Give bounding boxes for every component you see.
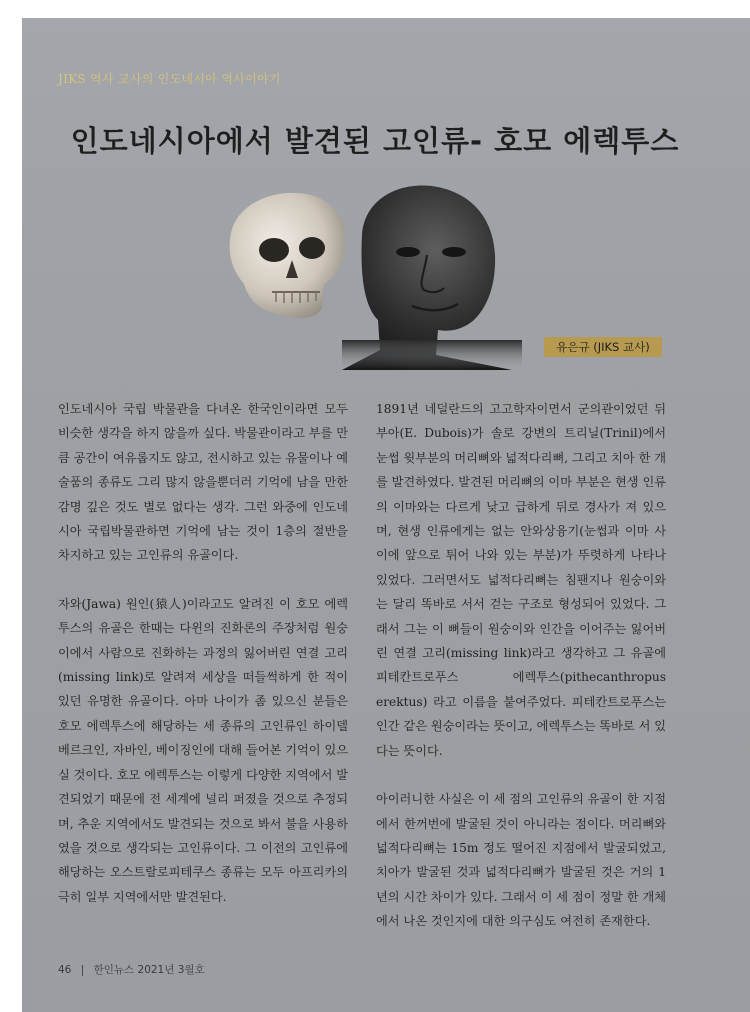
footer-separator: |	[80, 964, 85, 976]
page-footer	[58, 962, 211, 977]
skull-icon	[230, 193, 346, 318]
page-number: 46	[58, 964, 72, 976]
left-column	[58, 397, 348, 933]
right-column	[376, 397, 666, 958]
series-title: JIKS 역사 교사의 인도네시아 역사이야기	[58, 72, 281, 86]
homo-erectus-bust	[342, 185, 522, 370]
publication-name: 한인뉴스 2021년 3월호	[93, 964, 205, 976]
author-badge: 유은규 (JIKS 교사)	[544, 337, 662, 357]
paragraph: 인도네시아 국립 박물관을 다녀온 한국인이라면 모두 비슷한 생각을 하지 않을까 싶다. 박물관이라고 부를 만큼 공간이 여유롭지도 않고, 전시하고 있는 유물이나 예술품의 종류도 그리 많지 않을뿐더러 기억에 남을 만한 감명 깊은 것도 별로 없다는 생각. 그런 와중에 인도네시아 국립박물관하면 기억에 남는 것이 1층의 절반을 차지하고 있는 고인류의 유골이다.	[58, 402, 349, 563]
paragraph: 자와(Jawa) 원인(猿人)이라고도 알려진 이 호모 에렉투스의 유골은 한때는 다윈의 진화론의 주장처럼 원숭이에서 사람으로 진화하는 과정의 잃어버린 연결 고리(missing link)로 알려져 세상을 떠들썩하게 한 적이 있던 유명한 유골이다. 아마 나이가 좀 있으신 분들은 호모 에렉투스에 해당하는 세 종류의 고인류인 하이델베르크인, 자바인, 베이징인에 대해 들어본 기억이 있으실 것이다. 호모 에렉투스는 이렇게 다양한 지역에서 발견되었기 때문에 전 세계에 널리 퍼졌을 것으로 추정되며, 추운 지역에서도 발견되는 것으로 봐서 불을 사용하였을 것으로 생각되는 고인류이다. 그 이전의 고인류에 해당하는 오스트랄로피테쿠스 종류는 모두 아프리카의 극히 일부 지역에서만 발견된다.	[58, 596, 349, 904]
paragraph: 1891년 네덜란드의 고고학자이면서 군의관이었던 뒤부아(E. Dubois)가 솔로 강변의 트리닐(Trinil)에서 눈썹 윗부분의 머리뼈와 넓적다리뼈, 그리고 치아 한 개를 발견하였다. 발견된 머리뼈의 이마 부분은 현생 인류의 이마와는 다르게 낮고 급하게 뒤로 경사가 져 있으며, 현생 인류에게는 없는 안와상융기(눈썹과 이마 사이에 앞으로 튀어 나와 있는 부분)가 뚜렷하게 나타나 있었다. 그러면서도 넓적다리뼈는 침팬지나 원숭이와는 달리 똑바로 서서 걷는 구조로 형성되어 있었다. 그래서 그는 이 뼈들이 원숭이와 인간을 이어주는 잃어버린 연결 고리(missing link)라고 생각하고 그 유골에 피테칸트로푸스 에렉투스(pithecanthropus erektus) 라고 이름을 붙여주었다. 피테칸트로푸스는 인간 같은 원숭이라는 뜻이고, 에렉투스는 똑바로 서 있다는 뜻이다.	[376, 402, 667, 758]
article-title: 인도네시아에서 발견된 고인류- 호모 에렉투스	[70, 124, 680, 158]
paragraph: 아이러니한 사실은 이 세 점의 고인류의 유골이 한 지점에서 한꺼번에 발굴된 것이 아니라는 점이다. 머리뼈와 넓적다리뼈는 15m 정도 떨어진 지점에서 발굴되었고, 치아가 발굴된 것과 넓적다리뼈가 발굴된 것은 거의 1년의 시간 차이가 있다. 그래서 이 세 점이 정말 한 개체에서 나온 것인지에 대한 의구심도 여전히 존재한다.	[376, 792, 667, 929]
skull-and-bust-photo	[212, 180, 522, 370]
